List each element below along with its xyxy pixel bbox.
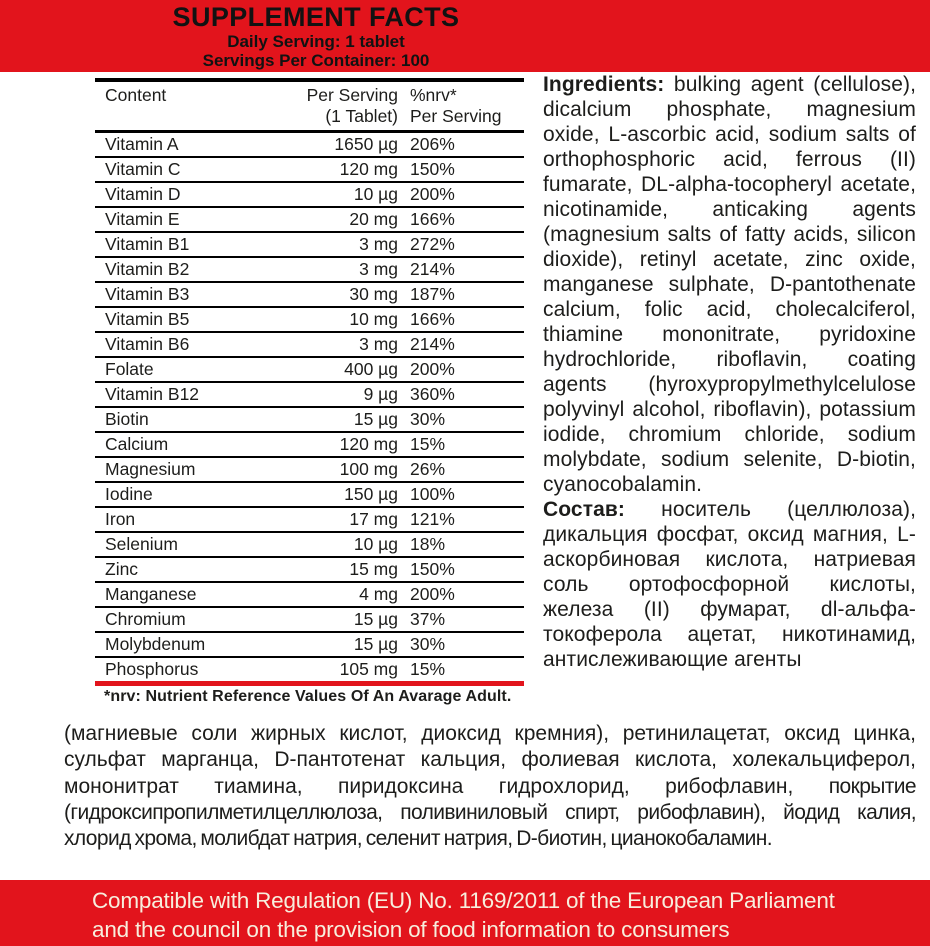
nutrient-amount: 3 mg bbox=[359, 234, 398, 254]
nutrient-nrv: 150% bbox=[410, 159, 455, 179]
nutrient-amount: 10 mg bbox=[349, 309, 398, 329]
nutrient-amount: 100 mg bbox=[339, 459, 398, 479]
nutrient-amount: 400 µg bbox=[344, 359, 398, 379]
table-row bbox=[95, 183, 524, 208]
nutrient-amount: 4 mg bbox=[359, 584, 398, 604]
nutrient-nrv: 15% bbox=[410, 434, 446, 454]
nutrient-amount: 120 mg bbox=[339, 159, 398, 179]
nutrient-name: Zinc bbox=[105, 559, 139, 579]
nutrient-name: Vitamin E bbox=[105, 209, 180, 229]
nutrient-name: Vitamin B3 bbox=[105, 284, 190, 304]
nutrient-name: Vitamin B2 bbox=[105, 259, 190, 279]
nutrient-nrv: 200% bbox=[410, 184, 455, 204]
nutrient-name: Phosphorus bbox=[105, 659, 199, 679]
nutrient-amount: 3 mg bbox=[359, 334, 398, 354]
nutrient-name: Iodine bbox=[105, 484, 153, 504]
page-title: SUPPLEMENT FACTS bbox=[172, 2, 460, 32]
table-row bbox=[95, 333, 524, 358]
nutrient-amount: 1650 µg bbox=[334, 134, 398, 154]
nutrient-amount: 17 mg bbox=[349, 509, 398, 529]
nutrient-name: Selenium bbox=[105, 534, 178, 554]
header-per-serving-sub: (1 Tablet) bbox=[325, 105, 398, 126]
nutrient-name: Biotin bbox=[105, 409, 149, 429]
table-row bbox=[95, 433, 524, 458]
nutrient-nrv: 206% bbox=[410, 134, 455, 154]
nutrient-name: Vitamin B6 bbox=[105, 334, 190, 354]
nutrient-amount: 105 mg bbox=[339, 659, 398, 679]
nutrient-name: Vitamin A bbox=[105, 134, 179, 154]
header-nrv-sub: Per Serving bbox=[410, 105, 502, 126]
nutrient-amount: 15 µg bbox=[353, 634, 398, 654]
nutrient-nrv: 214% bbox=[410, 334, 455, 354]
nutrient-nrv: 121% bbox=[410, 509, 455, 529]
table-row bbox=[95, 583, 524, 608]
facts-table bbox=[95, 78, 524, 686]
nutrient-name: Molybdenum bbox=[105, 634, 206, 654]
nutrient-amount: 30 mg bbox=[349, 284, 398, 304]
ingredients-ru-cont-condensed: покрытие (гидроксипропилметилцеллюлоза, поливиниловый спирт, рибофлавин), йодид калия, хлорид хрома, молибдат натрия, селенит натрия, D-биотин, цианокобаламин. bbox=[64, 774, 916, 851]
ingredients-ru-label: Состав: bbox=[543, 498, 625, 521]
table-row bbox=[95, 508, 524, 533]
nutrient-nrv: 360% bbox=[410, 384, 455, 404]
ingredients-ru-cont-normal: (магниевые соли жирных кислот, диоксид кремния), ретинилацетат, оксид цинка, сульфат марганца, D-пантотенат кальция, фолиевая кислота, холекальциферол, мононитрат тиамина, пиридоксина гидрохлорид, рибофлавин, bbox=[64, 722, 916, 798]
ingredients-ru-paragraph bbox=[543, 497, 916, 672]
ingredients-en-paragraph bbox=[543, 72, 916, 497]
table-row bbox=[95, 608, 524, 633]
servings-per-container-line: Servings Per Container: 100 bbox=[202, 50, 430, 70]
nutrient-nrv: 166% bbox=[410, 309, 455, 329]
table-row bbox=[95, 533, 524, 558]
table-row bbox=[95, 283, 524, 308]
table-row bbox=[95, 558, 524, 583]
header-nrv: %nrv* bbox=[410, 85, 457, 105]
daily-serving-line: Daily Serving: 1 tablet bbox=[227, 32, 405, 51]
nutrient-nrv: 15% bbox=[410, 659, 446, 679]
ingredients-ru-continuation bbox=[64, 721, 916, 852]
table-row bbox=[95, 258, 524, 283]
table-row bbox=[95, 308, 524, 333]
table-row bbox=[95, 208, 524, 233]
nutrient-nrv: 200% bbox=[410, 359, 455, 379]
table-red-underline bbox=[95, 681, 524, 686]
table-row bbox=[95, 158, 524, 183]
table-row bbox=[95, 658, 524, 681]
nutrient-name: Vitamin D bbox=[105, 184, 181, 204]
table-row bbox=[95, 383, 524, 408]
nutrient-nrv: 214% bbox=[410, 259, 455, 279]
nutrient-nrv: 187% bbox=[410, 284, 455, 304]
table-row bbox=[95, 458, 524, 483]
nutrient-amount: 3 mg bbox=[359, 259, 398, 279]
table-row bbox=[95, 408, 524, 433]
nutrient-amount: 20 mg bbox=[349, 209, 398, 229]
nutrient-nrv: 30% bbox=[410, 634, 446, 654]
nutrient-amount: 15 µg bbox=[353, 409, 398, 429]
header-per-serving: Per Serving bbox=[306, 85, 398, 105]
nutrient-name: Magnesium bbox=[105, 459, 196, 479]
table-row bbox=[95, 483, 524, 508]
ingredients-en-label: Ingredients: bbox=[543, 73, 665, 96]
ingredients-column bbox=[543, 72, 916, 672]
header-band bbox=[0, 2, 632, 70]
nutrient-name: Folate bbox=[105, 359, 154, 379]
nutrient-nrv: 100% bbox=[410, 484, 455, 504]
nutrient-nrv: 150% bbox=[410, 559, 455, 579]
table-row bbox=[95, 633, 524, 658]
regulation-notice-line1: Compatible with Regulation (EU) No. 1169/2011 of the European Parliament bbox=[92, 888, 835, 913]
nutrient-name: Vitamin B1 bbox=[105, 234, 190, 254]
nutrient-amount: 15 mg bbox=[349, 559, 398, 579]
nutrient-name: Vitamin B12 bbox=[105, 384, 200, 404]
footer-band bbox=[0, 880, 930, 946]
nutrient-name: Vitamin B5 bbox=[105, 309, 190, 329]
nrv-footnote: *nrv: Nutrient Reference Values Of An Avarage Adult. bbox=[104, 688, 512, 705]
table-row bbox=[95, 358, 524, 383]
nutrient-name: Vitamin C bbox=[105, 159, 181, 179]
ingredients-ru-text: носитель (целлюлоза), дикальция фосфат, оксид магния, L-аскорбиновая кислота, натриевая соль ортофосфорной кислоты, железа (II) фумарат, dl-альфа-токоферола ацетат, никотинамид, антислеживающие агенты bbox=[543, 498, 916, 671]
nutrient-nrv: 272% bbox=[410, 234, 455, 254]
nutrient-name: Iron bbox=[105, 509, 136, 529]
nutrient-nrv: 200% bbox=[410, 584, 455, 604]
nutrient-amount: 15 µg bbox=[353, 609, 398, 629]
table-row bbox=[95, 133, 524, 158]
regulation-notice bbox=[92, 886, 835, 944]
header-content: Content bbox=[105, 85, 167, 105]
nutrient-name: Chromium bbox=[105, 609, 186, 629]
nutrient-nrv: 166% bbox=[410, 209, 455, 229]
table-row bbox=[95, 233, 524, 258]
ingredients-en-text: bulking agent (cellulose), dicalcium phosphate, magnesium oxide, L-ascorbic acid, sodium salts of orthophosphoric acid, ferrous (II) fumarate, DL-alpha-tocopheryl acetate, nicotinamide, anticaking agents (magnesium salts of fatty acids, silicon dioxide), retinyl acetate, zinc oxide, manganese sulphate, D-pantothenate calcium, folic acid, cholecalciferol, thiamine mononitrate, pyridoxine hydrochloride, riboflavin, coating agents (hyroxypropylmethylcelulose polyvinyl alcohol, riboflavin), potassium iodide, chromium chloride, sodium molybdate, sodium selenite, D-biotin, cyanocobalamin. bbox=[543, 73, 917, 496]
regulation-notice-line2: and the council on the provision of food information to consumers bbox=[92, 917, 730, 942]
nutrient-amount: 10 µg bbox=[353, 534, 398, 554]
facts-table-header bbox=[95, 82, 524, 133]
nutrient-nrv: 37% bbox=[410, 609, 446, 629]
nutrient-nrv: 26% bbox=[410, 459, 446, 479]
nutrient-amount: 120 mg bbox=[339, 434, 398, 454]
nutrient-nrv: 18% bbox=[410, 534, 446, 554]
nutrient-amount: 10 µg bbox=[353, 184, 398, 204]
nutrient-amount: 9 µg bbox=[363, 384, 398, 404]
nutrient-amount: 150 µg bbox=[344, 484, 398, 504]
nutrient-name: Manganese bbox=[105, 584, 197, 604]
nutrient-nrv: 30% bbox=[410, 409, 446, 429]
facts-table-body bbox=[95, 133, 524, 681]
nutrient-name: Calcium bbox=[105, 434, 169, 454]
